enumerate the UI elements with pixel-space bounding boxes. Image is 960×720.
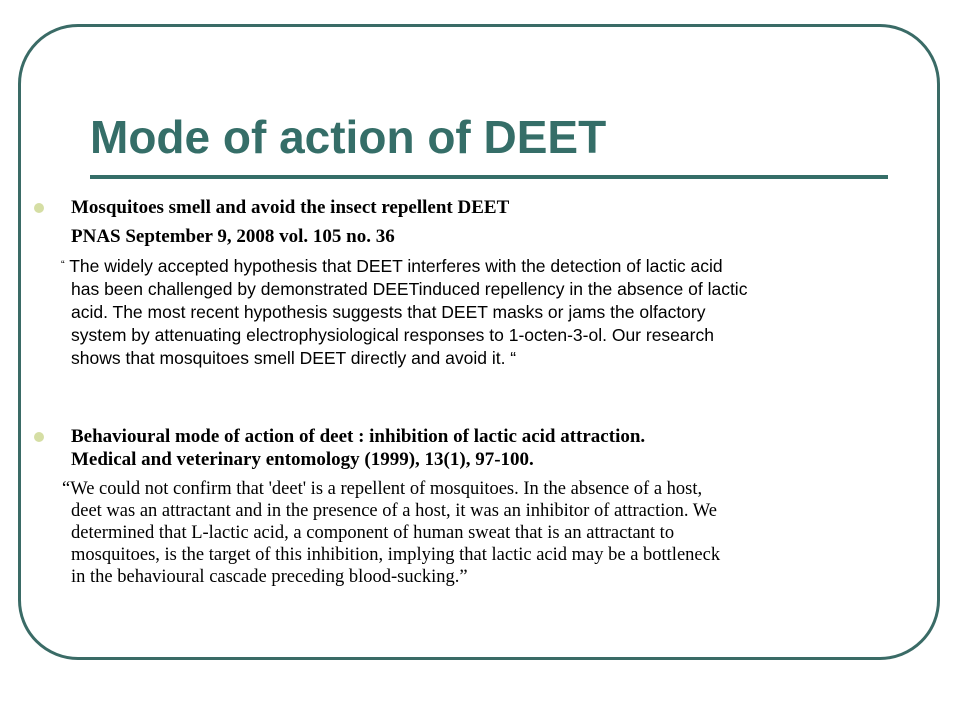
- section1-quote-text: The widely accepted hypothesis that DEET interferes with the detection of lactic acid: [69, 256, 723, 276]
- section2-heading: Behavioural mode of action of deet : inhibition of lactic acid attraction.: [71, 426, 646, 447]
- title-underline: [90, 175, 888, 179]
- section1-citation: PNAS September 9, 2008 vol. 105 no. 36: [71, 226, 395, 247]
- section1-quote-line: acid. The most recent hypothesis suggests that DEET masks or jams the olfactory: [71, 302, 706, 322]
- section1-quote-line: shows that mosquitoes smell DEET directly and avoid it. “: [71, 348, 517, 368]
- section1-quote-line: has been challenged by demonstrated DEETinduced repellency in the absence of lactic: [71, 279, 748, 299]
- slide-title: Mode of action of DEET: [90, 111, 607, 163]
- section2-citation: Medical and veterinary entomology (1999), 13(1), 97-100.: [71, 449, 534, 470]
- section2-quote-line: determined that L-lactic acid, a component of human sweat that is an attractant to: [71, 523, 675, 543]
- section1-heading: Mosquitoes smell and avoid the insect repellent DEET: [71, 197, 510, 218]
- open-quote-mark: “: [61, 259, 65, 271]
- bullet-icon: [34, 203, 44, 213]
- section2-quote-line: mosquitoes, is the target of this inhibition, implying that lactic acid may be a bottleneck: [71, 545, 721, 565]
- section2-quote-line: in the behavioural cascade preceding blood-sucking.”: [71, 567, 468, 587]
- section1-quote-line: system by attenuating electrophysiological responses to 1-octen-3-ol. Our research: [71, 325, 714, 345]
- section2-quote-line: deet was an attractant and in the presence of a host, it was an inhibitor of attraction. We: [71, 501, 717, 521]
- section2-quote-line: “We could not confirm that 'deet' is a repellent of mosquitoes. In the absence of a host,: [62, 479, 703, 499]
- bullet-icon: [34, 432, 44, 442]
